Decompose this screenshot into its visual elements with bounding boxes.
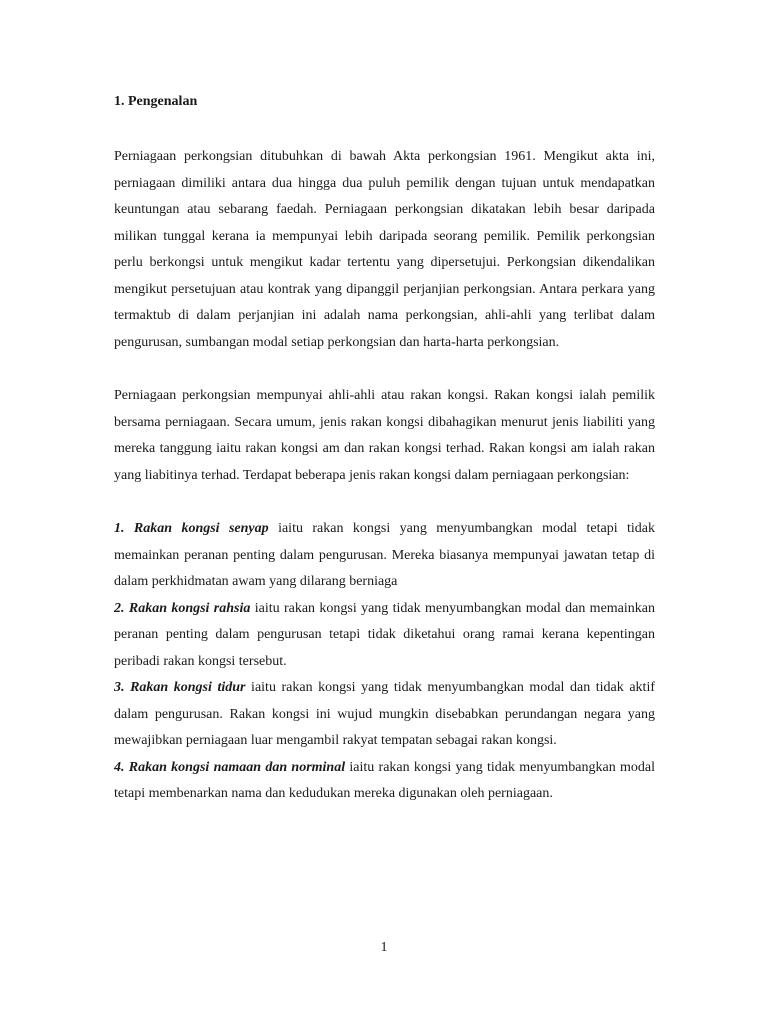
list-item [114,675,655,755]
document-body [114,92,655,808]
list-item-text: iaitu rakan kongsi yang tidak menyumbangkan modal dan memainkan peranan penting dalam pengurusan tetapi tidak diketahui orang ramai kerana kepentingan peribadi rakan kongsi tersebut. [114,600,655,669]
list-item [114,596,655,676]
intro-paragraph: Perniagaan perkongsian ditubuhkan di bawah Akta perkongsian 1961. Mengikut akta ini, perniagaan dimiliki antara dua hingga dua puluh pemilik dengan tujuan untuk mendapatkan keuntungan atau sebarang faedah. Perniagaan perkongsian dikatakan lebih besar daripada milikan tunggal kerana ia mempunyai lebih daripada seorang pemilik. Pemilik perkongsian perlu berkongsi untuk mengikut kadar tertentu yang dipersetujui. Perkongsian dikendalikan mengikut persetujuan atau kontrak yang dipanggil perjanjian perkongsian. Antara perkara yang termaktub di dalam perjanjian ini adalah nama perkongsian, ahli-ahli yang terlibat dalam pengurusan, sumbangan modal setiap perkongsian dan harta-harta perkongsian. [114,149,655,350]
section-heading: 1. Pengenalan [114,94,198,109]
list-item-text: iaitu rakan kongsi yang tidak menyumbangkan modal dan tidak aktif dalam pengurusan. Rakan kongsi ini wujud mungkin disebabkan perundangan negara yang mewajibkan perniagaan luar mengambil rakyat tempatan sebagai rakan kongsi. [114,680,655,748]
list-item-term: 2. Rakan kongsi rahsia [114,600,251,616]
list-item-term: 3. Rakan kongsi tidur [114,680,246,695]
list-item-text: iaitu rakan kongsi yang tidak menyumbangkan modal tetapi membenarkan nama dan kedudukan mereka digunakan oleh perniagaan. [114,759,655,801]
page-number: 1 [380,940,388,955]
list-item [114,516,655,596]
partners-paragraph: Perniagaan perkongsian mempunyai ahli-ahli atau rakan kongsi. Rakan kongsi ialah pemilik bersama perniagaan. Secara umum, jenis rakan kongsi dibahagikan menurut jenis liabiliti yang mereka tanggung iaitu rakan kongsi am dan rakan kongsi terhad. Rakan kongsi am ialah rakan yang liabitinya terhad. Terdapat beberapa jenis rakan kongsi dalam perniagaan perkongsian: [114,388,655,483]
list-item-term: 1. Rakan kongsi senyap [114,521,269,536]
list-item [114,755,655,808]
list-item-term: 4. Rakan kongsi namaan dan norminal [114,759,346,775]
list-item-text: iaitu rakan kongsi yang menyumbangkan modal tetapi tidak memainkan peranan penting dalam pengurusan. Mereka biasanya mempunyai jawatan tetap di dalam perkhidmatan awam yang dilarang berniaga [114,521,655,589]
partner-types-list [114,516,655,808]
